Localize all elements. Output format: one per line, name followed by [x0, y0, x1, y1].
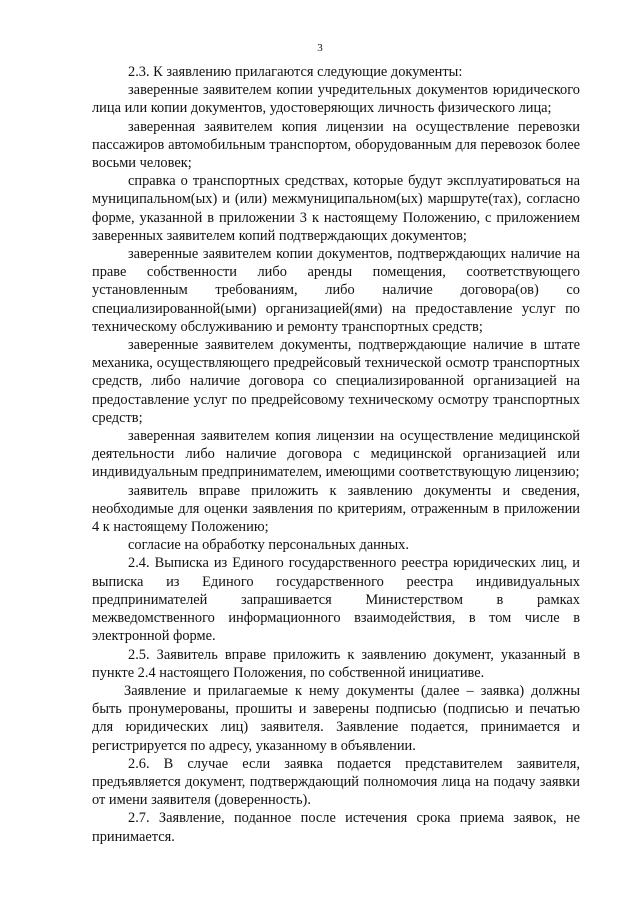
paragraph-founding-documents: заверенные заявителем копии учредительных документов юридического лица или копии документов, удостоверяющих личность физического лица; [92, 82, 580, 117]
paragraph-medical-license: заверенная заявителем копия лицензии на осуществление медицинской деятельности либо наличие договора с медицинской организацией или индивидуальным предпринимателем, имеющими соответствующую лицензию; [92, 428, 580, 481]
paragraph-vehicle-certificate: справка о транспортных средствах, которые будут эксплуатироваться на муниципальном(ых) и (или) межмуниципальном(ых) маршруте(тах), согласно форме, указанной в приложении 3 к настоящему Положению, с приложением заверенных заявителем копий подтверждающих документов; [92, 173, 580, 244]
page-number: 3 [317, 42, 323, 54]
document-body [92, 63, 580, 846]
paragraph-2-5: 2.5. Заявитель вправе приложить к заявлению документ, указанный в пункте 2.4 настоящего Положения, по собственной инициативе. [92, 646, 580, 681]
paragraph-2-3-heading: 2.3. К заявлению прилагаются следующие документы: [128, 64, 463, 80]
paragraph-transport-license: заверенная заявителем копия лицензии на осуществление перевозки пассажиров автомобильным транспортом, оборудованным для перевозок более восьми человек; [92, 118, 580, 172]
paragraph-additional-documents: заявитель вправе приложить к заявлению документы и сведения, необходимые для оценки заявления по критериям, отраженным в приложении 4 к настоящему Положению; [92, 482, 580, 536]
paragraph-2-4: 2.4. Выписка из Единого государственного реестра юридических лиц, и выписка из Единого государственного реестра индивидуальных предпринимателей запрашивается Министерством в рамках межведомственного информационного взаимодействия, в том числе в электронной форме. [92, 555, 580, 645]
paragraph-personal-data-consent: согласие на обработку персональных данных. [128, 537, 409, 554]
paragraph-application-registration: Заявление и прилагаемые к нему документы (далее – заявка) должны быть пронумерованы, прошиты и заверены подписью (подписью и печатью для юридических лиц) заявителя. Заявление подается, принимается и регистрируется по адресу, указанному в объявлении. [92, 682, 580, 754]
paragraph-2-6: 2.6. В случае если заявка подается представителем заявителя, предъявляется документ, подтверждающий полномочия лица на подачу заявки от имени заявителя (доверенность). [92, 755, 580, 809]
paragraph-premises-documents: заверенные заявителем копии документов, подтверждающих наличие на праве собственности либо аренды помещения, соответствующего установленным требованиям, либо наличие договора(ов) со специализированной(ыми) организацией(ями) на предоставление услуг по техническому обслуживанию и ремонту транспортных средств; [92, 246, 580, 335]
paragraph-mechanic-documents: заверенные заявителем документы, подтверждающие наличие в штате механика, осуществляющего предрейсовый технической осмотр транспортных средств, либо наличие договора со специализированной организацией на предоставление услуг по предрейсовому техническому осмотру транспортных средств; [92, 337, 580, 426]
paragraph-2-7: 2.7. Заявление, поданное после истечения срока приема заявок, не принимается. [92, 810, 580, 845]
